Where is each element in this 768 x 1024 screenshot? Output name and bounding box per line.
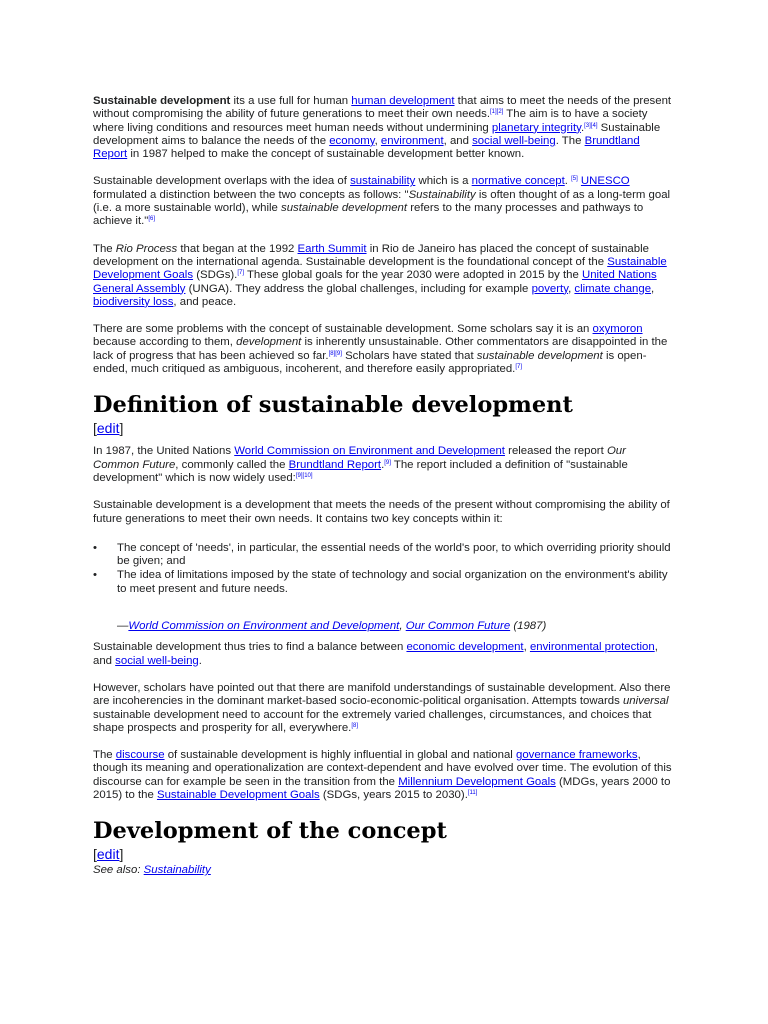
link-earth-summit[interactable]: Earth Summit (297, 242, 367, 255)
intro-paragraph-4: There are some problems with the concept of sustainable development. Some scholars say it is an oxymoron because according to them, development is inherently unsustainable. Other commentators are disappointed in the lack of progress that has been achieved so far.[8][9] Scholars have stated that sustainable development is open-ended, much critiqued as ambiguous, incoherent, and therefore easily appropriated.[7] (93, 323, 668, 376)
definition-paragraph-4: However, scholars have pointed out that there are manifold understandings of sustainable development. Also there are incoherencies in the dominant market-based socio-economic-political organisation. Attempts towards universal sustainable development need to account for the extremely varied challenges, circumstances, and choices that shape prospects and prosperity for all, everywhere.[8] (93, 681, 671, 734)
list-item: • The idea of limitations imposed by the state of technology and social organization on the environment's ability to meet present and future needs. (117, 569, 675, 596)
definition-paragraph-1: In 1987, the United Nations World Commission on Environment and Development released the report Our Common Future, commonly called the Brundtland Report.[9] The report included a definition of "sustainable development" which is now widely used:[9][10] (93, 445, 628, 484)
citation[interactable]: [8][9] (328, 350, 342, 357)
link-sustainability[interactable]: Sustainability (143, 864, 211, 877)
see-also-note: See also: Sustainability (93, 864, 211, 877)
link-sustainability[interactable]: sustainability (350, 175, 416, 188)
link-environmental-protection[interactable]: environmental protection (529, 641, 655, 654)
link-brundtland-report[interactable]: Brundtland Report (93, 134, 640, 161)
needs-list (93, 542, 675, 596)
citation[interactable]: [9][10] (295, 472, 313, 479)
edit-section-link: [edit] (93, 420, 124, 437)
citation[interactable]: [9] (384, 459, 391, 466)
link-unga[interactable]: United Nations General Assembly (93, 269, 657, 295)
link-governance-frameworks[interactable]: governance frameworks (516, 749, 638, 762)
citation[interactable]: [6] (148, 216, 156, 223)
intro-paragraph-2: Sustainable development overlaps with the idea of sustainability which is a normative concept. [5] UNESCO formulated a distinction between the two concepts as follows: "Sustainability is often thought of as a long-term goal (i.e. a more sustainable world), while sustainable development refers to the many processes and pathways to achieve it."[6] (93, 175, 671, 228)
intro-paragraph-3: The Rio Process that began at the 1992 Earth Summit in Rio de Janeiro has placed the concept of sustainable development on the international agenda. Sustainable development is the foundational concept of the Sustainable Development Goals (SDGs).[7] These global goals for the year 2030 were adopted in 2015 by the United Nations General Assembly (UNGA). They address the global challenges, including for example poverty, climate change, biodiversity loss, and peace. (93, 242, 667, 308)
link-poverty[interactable]: poverty (531, 282, 569, 295)
link-climate-change[interactable]: climate change (574, 282, 652, 295)
link-wced[interactable]: World Commission on Environment and Development (128, 620, 400, 633)
link-sdgs[interactable]: Sustainable Development Goals (93, 255, 667, 282)
citation[interactable]: [1][2] (490, 109, 504, 116)
link-mdgs[interactable]: Millennium Development Goals (398, 775, 556, 788)
definition-paragraph-2: Sustainable development is a development that meets the needs of the present without compromising the ability of future generations to meet their own needs. It contains two key concepts within it: (93, 499, 670, 525)
link-social-well-being[interactable]: social well-being (472, 134, 556, 147)
quote-attribution: —World Commission on Environment and Development, Our Common Future (1987) (117, 620, 547, 633)
link-discourse[interactable]: discourse (115, 749, 165, 762)
link-economy[interactable]: economy (329, 134, 375, 147)
link-our-common-future[interactable]: Our Common Future (405, 620, 511, 633)
link-unesco[interactable]: UNESCO (580, 175, 630, 188)
citation[interactable]: [7] (515, 364, 523, 371)
edit-link[interactable]: edit (96, 846, 120, 863)
link-social-well-being[interactable]: social well-being (115, 654, 199, 667)
link-biodiversity-loss[interactable]: biodiversity loss (93, 295, 174, 308)
section-heading-development: Development of the concept (93, 818, 447, 845)
link-brundtland-report[interactable]: Brundtland Report (288, 458, 382, 471)
bold-term: Sustainable development (93, 95, 231, 107)
link-sdgs[interactable]: Sustainable Development Goals (156, 788, 320, 801)
link-planetary-integrity[interactable]: planetary integrity (491, 121, 581, 134)
edit-link[interactable]: edit (96, 420, 120, 437)
list-item: • The concept of 'needs', in particular, the essential needs of the world's poor, to which overriding priority should be given; and (117, 542, 675, 569)
link-wced[interactable]: World Commission on Environment and Development (234, 445, 505, 458)
citation[interactable]: [3][4] (584, 122, 598, 129)
edit-section-link: [edit] (93, 846, 124, 863)
section-heading-definition: Definition of sustainable development (93, 392, 573, 419)
intro-paragraph-1: Sustainable development its a use full for human human development that aims to meet the needs of the present without compromising the ability of future generations to meet their own needs.[1][2] The aim is to have a society where living conditions and resources meet human needs without undermining planetary integrity.[3][4] Sustainable development aims to balance the needs of the economy, environment, and social well-being. The Brundtland Report in 1987 helped to make the concept of sustainable development better known. (93, 95, 672, 161)
link-normative-concept[interactable]: normative concept (471, 175, 565, 188)
link-economic-development[interactable]: economic development (406, 641, 524, 654)
definition-paragraph-3: Sustainable development thus tries to find a balance between economic development, environmental protection, and social well-being. (93, 641, 658, 667)
citation[interactable]: [5] (571, 176, 578, 183)
definition-paragraph-5: The discourse of sustainable development is highly influential in global and national governance frameworks, though its meaning and operationalization are context-dependent and have evolved over time. The evolution of this discourse can for example be seen in the transition from the Millennium Development Goals (MDGs, years 2000 to 2015) to the Sustainable Development Goals (SDGs, years 2015 to 2030).[11] (93, 749, 672, 801)
citation[interactable]: [11] (467, 789, 478, 796)
link-oxymoron[interactable]: oxymoron (592, 323, 643, 336)
article-body (93, 95, 675, 878)
citation[interactable]: [8] (351, 722, 358, 729)
link-human-development[interactable]: human development (351, 95, 455, 107)
citation[interactable]: [7] (237, 270, 245, 277)
link-environment[interactable]: environment (380, 134, 444, 147)
